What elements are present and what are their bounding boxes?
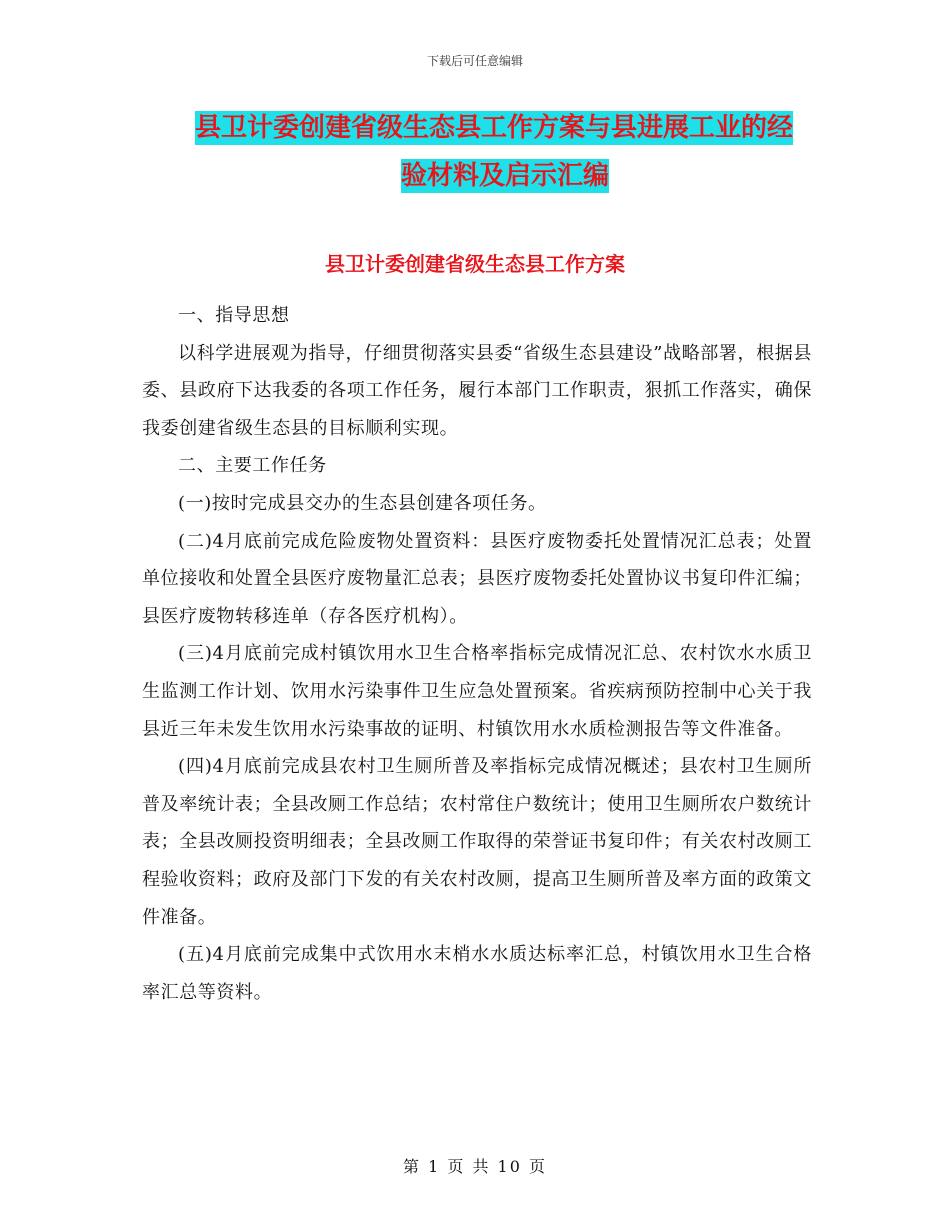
document-title xyxy=(195,104,815,200)
paragraph: (一)按时完成县交办的生态县创建各项任务。 xyxy=(178,492,547,514)
paragraph: 一、指导思想 xyxy=(178,305,290,326)
header-note: 下载后可任意编辑 xyxy=(426,54,523,68)
paragraph: 二、主要工作任务 xyxy=(178,455,327,477)
document-body xyxy=(142,297,812,1011)
section-title: 县卫计委创建省级生态县工作方案 xyxy=(325,252,625,276)
paragraph: 以科学进展观为指导，仔细贯彻落实县委“省级生态县建设”战略部署，根据县委、县政府下达我委的各项工作任务，履行本部门工作职责，狠抓工作落实，确保我委创建省级生态县的目标顺利实现。 xyxy=(142,342,812,439)
title-line-2: 验材料及启示汇编 xyxy=(400,161,609,191)
paragraph: (五)4月底前完成集中式饮用水末梢水水质达标率汇总，村镇饮用水卫生合格率汇总等资料。 xyxy=(142,944,812,1003)
page-number: 第 1 页 共 10 页 xyxy=(403,1157,547,1176)
paragraph: (三)4月底前完成村镇饮用水卫生合格率指标完成情况汇总、农村饮水水质卫生监测工作计划、饮用水污染事件卫生应急处置预案。省疾病预防控制中心关于我县近三年未发生饮用水污染事故的证明、村镇饮用水水质检测报告等文件准备。 xyxy=(142,643,812,740)
title-line-1: 县卫计委创建省级生态县工作方案与县进展工业的经 xyxy=(195,113,794,143)
paragraph: (二)4月底前完成危险废物处置资料：县医疗废物委托处置情况汇总表；处置单位接收和处置全县医疗废物量汇总表；县医疗废物委托处置协议书复印件汇编；县医疗废物转移连单（存各医疗机构）。 xyxy=(142,530,812,627)
paragraph: (四)4月底前完成县农村卫生厕所普及率指标完成情况概述；县农村卫生厕所普及率统计表；全县改厕工作总结；农村常住户数统计；使用卫生厕所农户数统计表；全县改厕投资明细表；全县改厕工作取得的荣誉证书复印件；有关农村改厕工程验收资料；政府及部门下发的有关农村改厕，提高卫生厕所普及率方面的政策文件准备。 xyxy=(142,756,812,928)
